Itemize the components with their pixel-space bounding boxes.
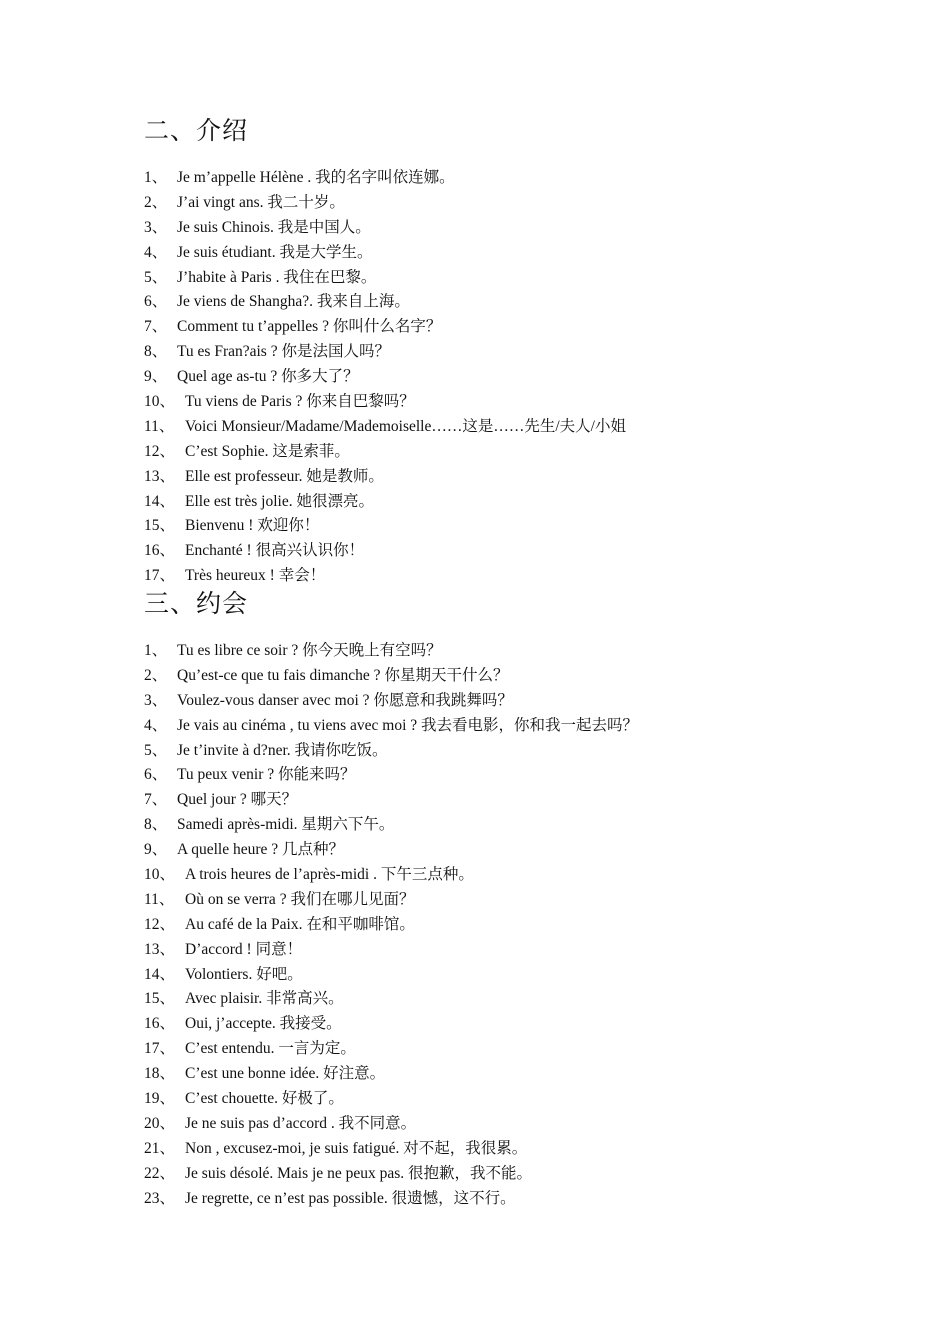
item-text: Où on se verra ? 我们在哪儿见面？ bbox=[185, 890, 415, 908]
list-item bbox=[144, 987, 638, 1012]
item-number: 3、 bbox=[144, 218, 168, 236]
phrase-list-appointment bbox=[144, 639, 638, 1211]
list-item bbox=[144, 490, 626, 515]
list-item bbox=[144, 564, 626, 589]
list-item bbox=[144, 1012, 638, 1037]
item-text: Tu peux venir ? 你能来吗？ bbox=[177, 766, 356, 784]
item-number: 13、 bbox=[144, 940, 176, 958]
item-text: D’accord ! 同意！ bbox=[185, 940, 303, 958]
item-text: Je suis étudiant. 我是大学生。 bbox=[177, 243, 373, 261]
list-item bbox=[144, 1087, 638, 1112]
item-number: 1、 bbox=[144, 169, 168, 186]
item-text: J’habite à Paris . 我住在巴黎。 bbox=[177, 268, 377, 286]
item-number: 6、 bbox=[144, 293, 168, 311]
item-text: A quelle heure ? 几点种？ bbox=[177, 841, 345, 859]
list-item bbox=[144, 888, 638, 913]
item-number: 5、 bbox=[144, 268, 168, 286]
item-text: J’ai vingt ans. 我二十岁。 bbox=[177, 193, 345, 211]
list-item bbox=[144, 813, 638, 838]
item-text: Je ne suis pas d’accord . 我不同意。 bbox=[185, 1114, 417, 1132]
section-title-text: 三、约会 bbox=[144, 591, 249, 618]
item-text: Je regrette, ce n’est pas possible. 很遗憾，这不行。 bbox=[185, 1189, 516, 1207]
item-number: 15、 bbox=[144, 517, 176, 535]
item-number: 8、 bbox=[144, 343, 168, 361]
item-text: Oui, j’accepte. 我接受。 bbox=[185, 1015, 342, 1033]
list-item bbox=[144, 290, 626, 315]
section-title-text: 二、介绍 bbox=[144, 118, 249, 145]
item-number: 15、 bbox=[144, 990, 176, 1008]
item-number: 5、 bbox=[144, 741, 168, 759]
list-item bbox=[144, 689, 638, 714]
item-number: 21、 bbox=[144, 1139, 176, 1157]
list-item bbox=[144, 863, 638, 888]
item-number: 11、 bbox=[144, 417, 175, 435]
list-item bbox=[144, 390, 626, 415]
item-number: 20、 bbox=[144, 1114, 176, 1132]
item-number: 10、 bbox=[144, 393, 176, 411]
list-item bbox=[144, 1187, 638, 1212]
list-item bbox=[144, 1162, 638, 1187]
list-item bbox=[144, 340, 626, 365]
item-number: 16、 bbox=[144, 1015, 176, 1033]
item-number: 23、 bbox=[144, 1189, 176, 1207]
item-number: 14、 bbox=[144, 492, 176, 510]
item-text: Je m’appelle Hélène . 我的名字叫依连娜。 bbox=[177, 169, 455, 186]
item-text: Tu es Fran?ais ? 你是法国人吗？ bbox=[177, 343, 390, 361]
list-item bbox=[144, 415, 626, 440]
list-item bbox=[144, 838, 638, 863]
list-item bbox=[144, 1112, 638, 1137]
item-number: 17、 bbox=[144, 567, 176, 585]
item-text: Non , excusez-moi, je suis fatigué. 对不起，我很累。 bbox=[185, 1139, 528, 1157]
item-number: 8、 bbox=[144, 816, 168, 834]
list-item bbox=[144, 315, 626, 340]
item-text: Je vais au cinéma , tu viens avec moi ? 我去看电影，你和我一起去吗？ bbox=[177, 716, 639, 734]
item-text: C’est Sophie. 这是索菲。 bbox=[185, 442, 350, 460]
section-title-introduction bbox=[144, 116, 250, 147]
list-item bbox=[144, 714, 638, 739]
item-text: Elle est professeur. 她是教师。 bbox=[185, 467, 384, 485]
item-number: 17、 bbox=[144, 1040, 176, 1058]
item-text: A trois heures de l’après-midi . 下午三点种。 bbox=[185, 866, 474, 884]
item-text: Je t’invite à d?ner. 我请你吃饭。 bbox=[177, 741, 388, 759]
list-item bbox=[144, 365, 626, 390]
list-item bbox=[144, 241, 626, 266]
item-number: 3、 bbox=[144, 691, 168, 709]
item-text: Quel age as-tu ? 你多大了？ bbox=[177, 368, 359, 386]
item-number: 2、 bbox=[144, 193, 168, 211]
item-number: 12、 bbox=[144, 915, 176, 933]
item-number: 22、 bbox=[144, 1164, 176, 1182]
item-number: 6、 bbox=[144, 766, 168, 784]
item-number: 4、 bbox=[144, 243, 168, 261]
list-item bbox=[144, 514, 626, 539]
list-item bbox=[144, 216, 626, 241]
item-text: Au café de la Paix. 在和平咖啡馆。 bbox=[185, 915, 415, 933]
item-text: C’est chouette. 好极了。 bbox=[185, 1090, 344, 1108]
item-text: Voulez-vous danser avec moi ? 你愿意和我跳舞吗？ bbox=[177, 691, 513, 709]
list-item bbox=[144, 440, 626, 465]
item-text: Je suis Chinois. 我是中国人。 bbox=[177, 218, 371, 236]
item-text: Volontiers. 好吧。 bbox=[185, 965, 303, 983]
item-number: 10、 bbox=[144, 866, 176, 884]
list-item bbox=[144, 664, 638, 689]
item-text: Tu viens de Paris ? 你来自巴黎吗？ bbox=[185, 393, 415, 411]
section-title-appointment bbox=[144, 589, 250, 620]
item-text: Samedi après-midi. 星期六下午。 bbox=[177, 816, 395, 834]
item-number: 14、 bbox=[144, 965, 176, 983]
item-number: 1、 bbox=[144, 642, 168, 659]
item-text: Très heureux ! 幸会！ bbox=[185, 567, 326, 585]
list-item bbox=[144, 913, 638, 938]
list-item bbox=[144, 963, 638, 988]
list-item bbox=[144, 1037, 638, 1062]
item-text: C’est entendu. 一言为定。 bbox=[185, 1040, 356, 1058]
list-item bbox=[144, 639, 638, 664]
item-number: 4、 bbox=[144, 716, 168, 734]
list-item bbox=[144, 788, 638, 813]
item-number: 2、 bbox=[144, 666, 168, 684]
item-text: C’est une bonne idée. 好注意。 bbox=[185, 1065, 386, 1083]
item-number: 7、 bbox=[144, 318, 168, 336]
phrase-list-introduction bbox=[144, 166, 626, 589]
list-item bbox=[144, 465, 626, 490]
item-text: Elle est très jolie. 她很漂亮。 bbox=[185, 492, 374, 510]
list-item bbox=[144, 763, 638, 788]
item-text: Avec plaisir. 非常高兴。 bbox=[185, 990, 344, 1008]
item-text: Comment tu t’appelles ? 你叫什么名字？ bbox=[177, 318, 442, 336]
item-number: 13、 bbox=[144, 467, 176, 485]
item-text: Je suis désolé. Mais je ne peux pas. 很抱歉，我不能。 bbox=[185, 1164, 532, 1182]
list-item bbox=[144, 539, 626, 564]
item-text: Je viens de Shangha?. 我来自上海。 bbox=[177, 293, 410, 311]
item-number: 19、 bbox=[144, 1090, 176, 1108]
list-item bbox=[144, 166, 626, 191]
list-item bbox=[144, 191, 626, 216]
item-number: 18、 bbox=[144, 1065, 176, 1083]
list-item bbox=[144, 1062, 638, 1087]
item-text: Voici Monsieur/Madame/Mademoiselle……这是……先生/夫人/小姐 bbox=[185, 417, 626, 435]
list-item bbox=[144, 266, 626, 291]
item-number: 16、 bbox=[144, 542, 176, 560]
item-text: Enchanté ! 很高兴认识你！ bbox=[185, 542, 365, 560]
item-number: 7、 bbox=[144, 791, 168, 809]
list-item bbox=[144, 938, 638, 963]
item-number: 12、 bbox=[144, 442, 176, 460]
item-number: 9、 bbox=[144, 841, 168, 859]
item-number: 9、 bbox=[144, 368, 168, 386]
item-text: Qu’est-ce que tu fais dimanche ? 你星期天干什么？ bbox=[177, 666, 509, 684]
list-item bbox=[144, 1137, 638, 1162]
list-item bbox=[144, 739, 638, 764]
item-text: Quel jour ? 哪天？ bbox=[177, 791, 298, 809]
item-text: Tu es libre ce soir ? 你今天晚上有空吗？ bbox=[177, 642, 442, 659]
item-number: 11、 bbox=[144, 890, 175, 908]
item-text: Bienvenu ! 欢迎你！ bbox=[185, 517, 320, 535]
